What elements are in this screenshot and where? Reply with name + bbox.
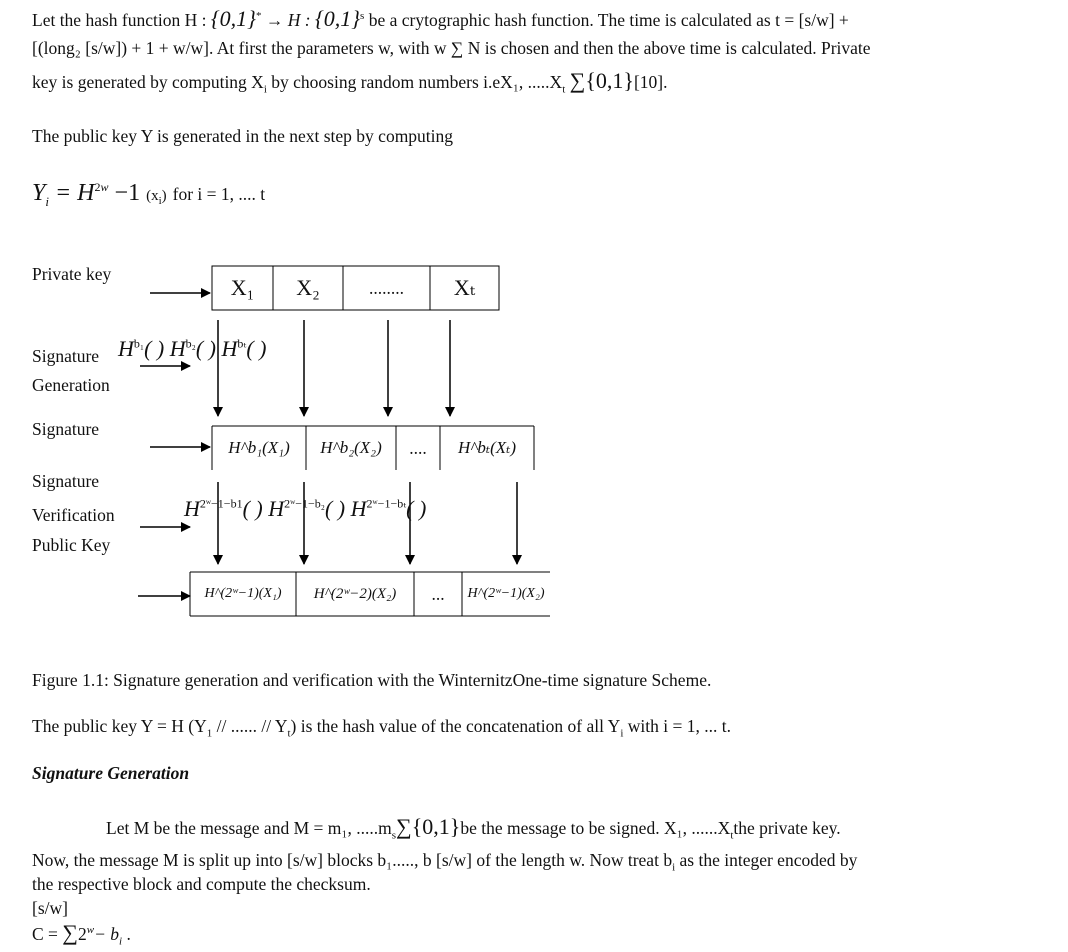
sig-gen-label: [32, 342, 110, 400]
text: C =: [32, 924, 58, 944]
hash-func: ( ): [406, 496, 427, 521]
formula-minus: −1: [114, 180, 141, 206]
section-heading: Signature Generation: [32, 763, 190, 783]
intro-text: by choosing random numbers i.eX₁, .....X: [271, 72, 563, 92]
label-line: Verification: [32, 505, 115, 525]
signature-cell-1: H^b₁(X₁): [228, 438, 290, 457]
signature-cell-2: H^b₂(X₂): [320, 438, 382, 457]
superscript: 2ʷ−1−b₂: [284, 496, 325, 511]
text: // ...... // Y: [212, 716, 288, 736]
subscript: i: [158, 195, 162, 207]
arg: (x: [146, 188, 159, 204]
intro-text-a: Let the hash function H :: [32, 10, 207, 30]
citation: [10].: [633, 72, 668, 92]
set-symbol: {0,1}: [585, 68, 634, 93]
private-key-cell-ellipsis: ........: [369, 277, 404, 298]
hash-func: H: [118, 336, 134, 361]
public-key-definition: [32, 716, 731, 740]
formula-eq: = H: [54, 180, 95, 206]
label-line: Signature: [32, 471, 100, 491]
subscript: i: [672, 861, 676, 874]
private-key-cell-t: Xₜ: [453, 275, 476, 300]
subscript: t: [287, 727, 291, 740]
sig-gen-line-3: the respective block and compute the checksum.: [32, 874, 371, 894]
text: 2: [77, 924, 87, 944]
text: .: [122, 924, 131, 944]
intro-text-b: be a crytographic hash function. The time is calculated as t = [s/w] +: [368, 10, 849, 30]
subscript: i: [119, 935, 123, 948]
public-key-intro: The public key Y is generated in the next step by computing: [32, 126, 454, 146]
set-symbol: {0,1}: [314, 6, 361, 31]
arrow-symbol: → H :: [265, 10, 311, 30]
set-symbol: {0,1}: [210, 6, 256, 31]
text: be the message to be signed. X₁, ......X: [460, 818, 731, 838]
superscript: b₁: [133, 336, 145, 351]
text: Let M be the message and M = m₁, .....m: [106, 818, 392, 838]
text: with i = 1, ... t.: [623, 716, 731, 736]
hash-func: ( ) H: [144, 336, 186, 361]
hash-func: ( ) H: [242, 496, 285, 521]
formula-range: for i = 1, .... t: [172, 184, 266, 204]
signature-cell-t: H^bₜ(Xₜ): [457, 438, 517, 457]
sum-symbol: ∑: [396, 814, 412, 839]
superscript: 2: [94, 180, 101, 194]
subscript: i: [620, 727, 624, 740]
sum-symbol: ∑: [62, 920, 78, 945]
hash-func: ( ): [246, 336, 267, 361]
intro-line-2: [(long₂ [s/w]) + 1 + w/w]. At first the parameters w, with w ∑ N is chosen and then the above time is calculated. Private: [32, 38, 871, 58]
subscript: s: [391, 829, 396, 842]
text: ) is the hash value of the concatenation of all Y: [290, 716, 621, 736]
subscript: i: [263, 83, 267, 96]
sig-gen-line-2: [32, 850, 858, 874]
intro-text: key is generated by computing X: [32, 72, 264, 92]
arg-close: ): [161, 188, 167, 204]
hash-func: H: [184, 496, 200, 521]
text: the private key.: [733, 818, 841, 838]
subscript: t: [730, 829, 734, 842]
private-key-cell-2: X₂: [296, 275, 320, 300]
text: Now, the message M is split up into [s/w] blocks b₁....., b [s/w] of the length w. Now treat b: [32, 850, 673, 870]
text: − b: [94, 924, 120, 944]
subscript: i: [45, 193, 49, 209]
sig-gen-line-1: [106, 814, 841, 840]
superscript: bₜ: [237, 336, 247, 351]
subscript: t: [562, 83, 566, 96]
superscript: 2ʷ−1−bₜ: [366, 496, 407, 511]
public-key-cell-2: H^(2ʷ−2)(X₂): [313, 585, 397, 602]
hash-func: ( ) H: [324, 496, 367, 521]
public-key-cell-1: H^(2ʷ−1)(X₁): [204, 586, 282, 601]
label-line: Generation: [32, 375, 110, 395]
hash-func: ( ) H: [195, 336, 238, 361]
private-key-label: Private key: [32, 264, 112, 284]
superscript: b₂: [185, 336, 196, 351]
superscript: w: [86, 924, 95, 937]
subscript: 1: [206, 727, 213, 740]
ver-functions: [184, 496, 426, 522]
superscript: s: [360, 10, 365, 23]
private-key-cell-1: X₁: [230, 275, 255, 300]
sum-symbol: ∑: [569, 68, 586, 93]
public-key-cell-t: H^(2ʷ−1)(X₂): [467, 586, 545, 601]
label-line: Signature: [32, 346, 100, 366]
sig-gen-line-4: [s/w]: [32, 898, 68, 918]
figure-caption: Figure 1.1: Signature generation and verification with the WinternitzOne-time signature Scheme.: [32, 670, 712, 690]
public-key-label: Public Key: [32, 535, 111, 555]
sig-gen-functions: [118, 336, 266, 362]
superscript: *: [255, 10, 262, 23]
superscript: w: [100, 180, 109, 194]
formula-lhs: Y: [32, 180, 46, 206]
superscript: 2ʷ−1−b1: [199, 496, 243, 511]
signature-cell-ellipsis: ....: [409, 437, 427, 458]
set-symbol: {0,1}: [411, 814, 461, 839]
sig-ver-label: [32, 466, 115, 560]
checksum-formula: [32, 920, 131, 946]
text: The public key Y = H (Y: [32, 716, 207, 736]
public-key-cell-ellipsis: ...: [431, 583, 445, 604]
signature-label: Signature: [32, 419, 100, 439]
text: as the integer encoded by: [675, 850, 858, 870]
